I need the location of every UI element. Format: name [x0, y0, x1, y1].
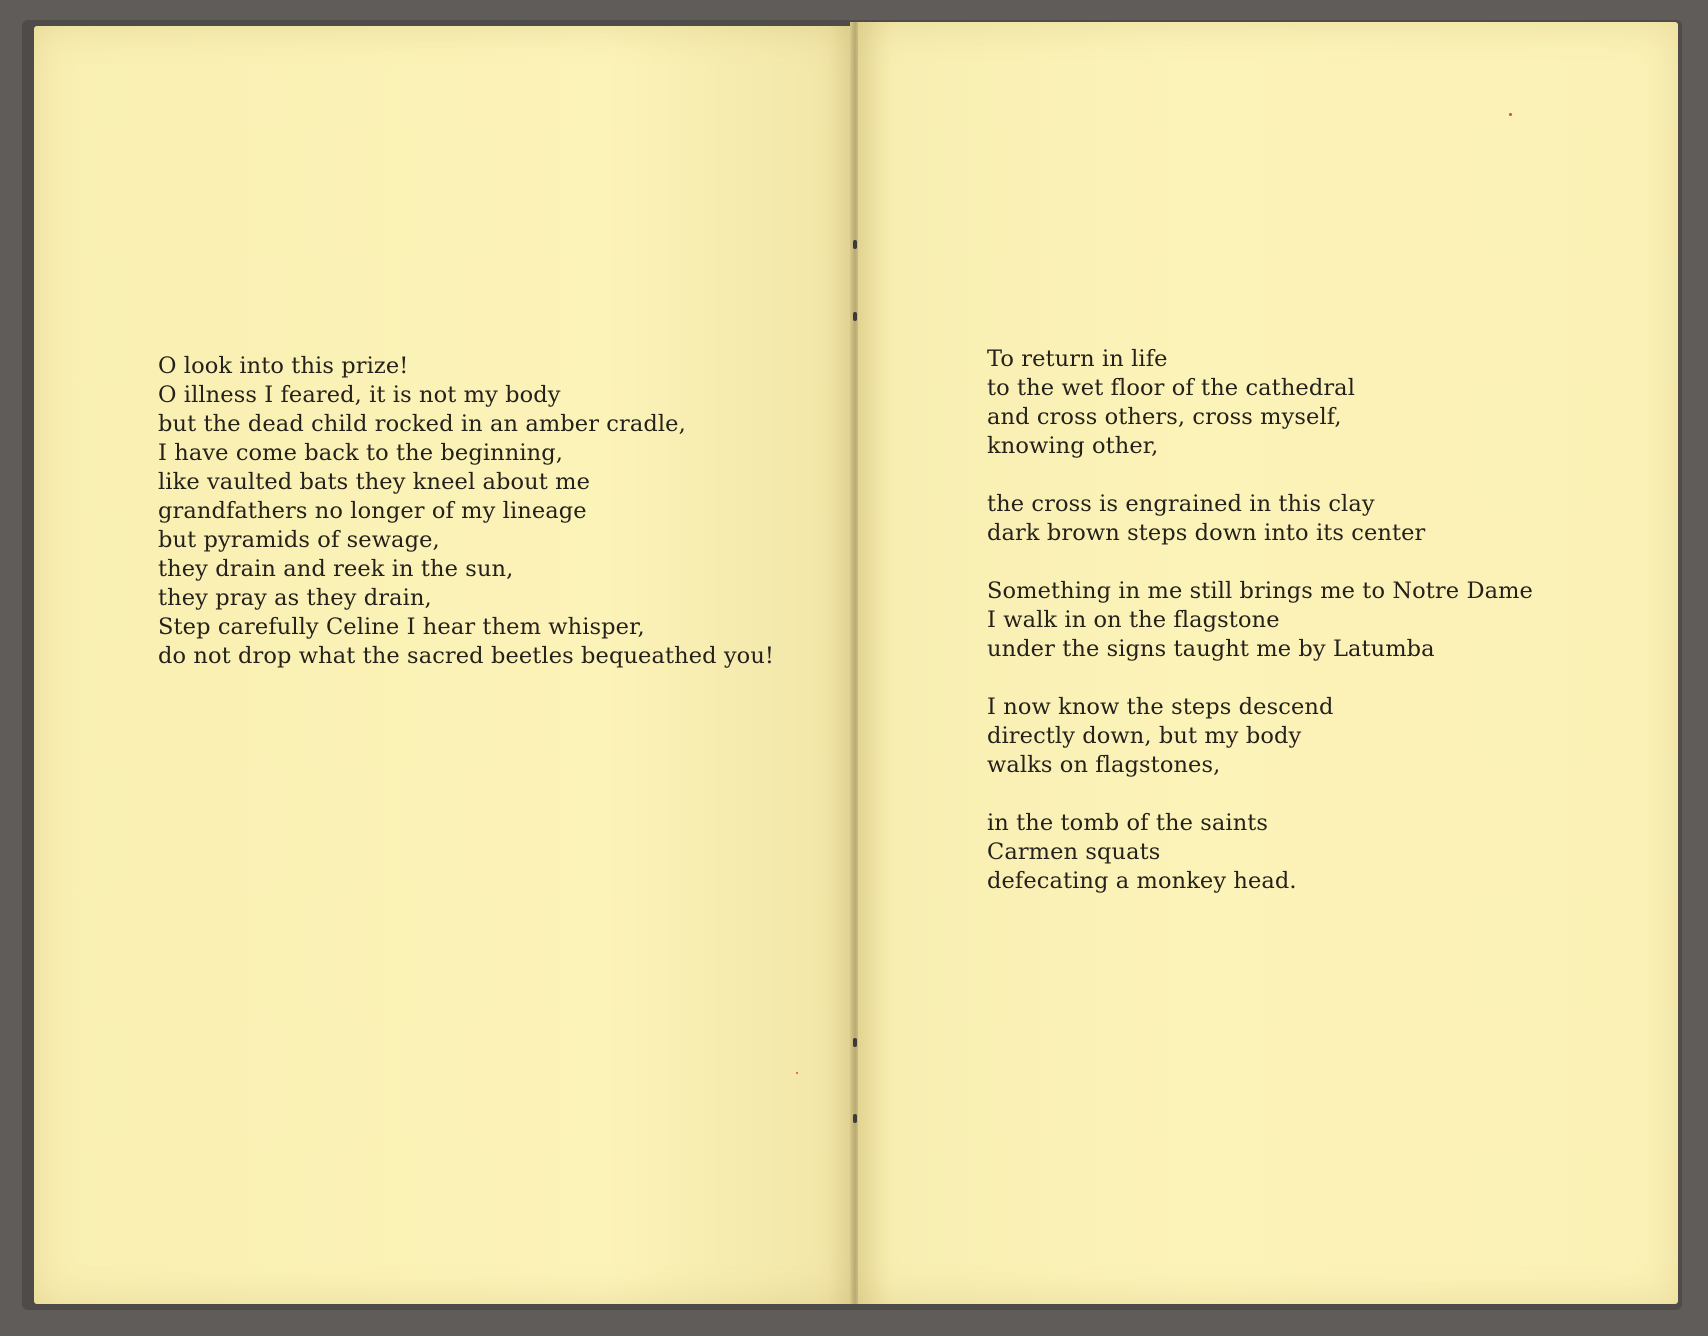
poem-line: like vaulted bats they kneel about me	[158, 469, 590, 495]
poem-line: Step carefully Celine I hear them whisper,	[158, 614, 645, 640]
paper-speck	[796, 1072, 798, 1074]
binding-stitch	[853, 1114, 857, 1123]
poem-line: they drain and reek in the sun,	[158, 556, 514, 582]
poem-line: dark brown steps down into its center	[987, 520, 1426, 546]
poem-line: they pray as they drain,	[158, 585, 432, 611]
poem-line: but the dead child rocked in an amber cradle,	[158, 411, 686, 437]
poem-line: To return in life	[987, 346, 1168, 372]
poem-line: under the signs taught me by Latumba	[987, 636, 1435, 662]
poem-line: Carmen squats	[987, 839, 1161, 865]
poem-line: Something in me still brings me to Notre Dame	[987, 578, 1533, 604]
stanza-break	[987, 461, 1533, 490]
stanza-break	[987, 548, 1533, 577]
poem-line: I walk in on the flagstone	[987, 607, 1280, 633]
poem-line: O look into this prize!	[158, 353, 409, 379]
poem-line: do not drop what the sacred beetles bequeathed you!	[158, 643, 775, 669]
right-poem	[987, 345, 1533, 896]
poem-line: but pyramids of sewage,	[158, 527, 440, 553]
poem-line: to the wet floor of the cathedral	[987, 375, 1355, 401]
poem-line: knowing other,	[987, 433, 1159, 459]
poem-line: I now know the steps descend	[987, 694, 1334, 720]
poem-line: directly down, but my body	[987, 723, 1302, 749]
poem-line: walks on flagstones,	[987, 752, 1221, 778]
left-poem	[158, 352, 774, 671]
binding-stitch	[853, 240, 857, 249]
poem-line: the cross is engrained in this clay	[987, 491, 1375, 517]
poem-line: O illness I feared, it is not my body	[158, 382, 561, 408]
poem-line: I have come back to the beginning,	[158, 440, 563, 466]
poem-line: defecating a monkey head.	[987, 868, 1297, 894]
poem-line: in the tomb of the saints	[987, 810, 1269, 836]
binding-stitch	[853, 312, 857, 321]
paper-speck	[1509, 113, 1512, 116]
poem-line: grandfathers no longer of my lineage	[158, 498, 587, 524]
stanza-break	[987, 664, 1533, 693]
binding-stitch	[853, 1038, 857, 1047]
stanza-break	[987, 780, 1533, 809]
poem-line: and cross others, cross myself,	[987, 404, 1342, 430]
